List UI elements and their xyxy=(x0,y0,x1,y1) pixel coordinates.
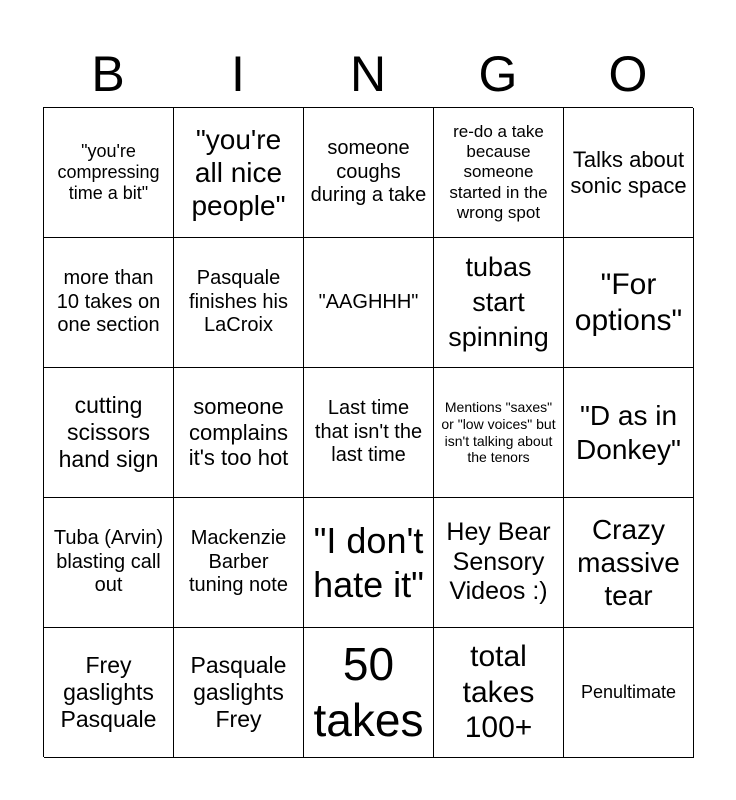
bingo-cell[interactable]: "you're all nice people" xyxy=(174,108,304,238)
bingo-cell[interactable]: Pasquale finishes his LaCroix xyxy=(174,238,304,368)
bingo-cell[interactable]: more than 10 takes on one section xyxy=(44,238,174,368)
bingo-cell[interactable]: Crazy massive tear xyxy=(564,498,694,628)
bingo-cell[interactable]: Pasquale gaslights Frey xyxy=(174,628,304,758)
bingo-cell[interactable]: Frey gaslights Pasquale xyxy=(44,628,174,758)
bingo-cell[interactable]: "For options" xyxy=(564,238,694,368)
title-letter-o: O xyxy=(608,46,648,102)
bingo-cell[interactable]: Penultimate xyxy=(564,628,694,758)
bingo-cell[interactable]: someone coughs during a take xyxy=(304,108,434,238)
bingo-cell[interactable]: cutting scissors hand sign xyxy=(44,368,174,498)
bingo-board xyxy=(43,107,693,757)
bingo-cell[interactable]: someone complains it's too hot xyxy=(174,368,304,498)
bingo-cell[interactable]: 50 takes xyxy=(304,628,434,758)
bingo-cell[interactable]: "D as in Donkey" xyxy=(564,368,694,498)
title-letter-g: G xyxy=(478,46,518,102)
bingo-cell[interactable]: Mentions "saxes" or "low voices" but isn't talking about the tenors xyxy=(434,368,564,498)
bingo-cell[interactable]: Tuba (Arvin) blasting call out xyxy=(44,498,174,628)
bingo-cell[interactable]: Talks about sonic space xyxy=(564,108,694,238)
title-letter-i: I xyxy=(231,46,245,102)
title-letter-n: N xyxy=(349,46,387,102)
bingo-cell[interactable]: "AAGHHH" xyxy=(304,238,434,368)
bingo-cell[interactable]: "I don't hate it" xyxy=(304,498,434,628)
bingo-cell[interactable]: tubas start spinning xyxy=(434,238,564,368)
bingo-cell[interactable]: re-do a take because someone started in the wrong spot xyxy=(434,108,564,238)
bingo-cell[interactable]: Hey Bear Sensory Videos :) xyxy=(434,498,564,628)
bingo-title xyxy=(43,40,693,108)
title-letter-b: B xyxy=(91,46,125,102)
bingo-cell[interactable]: "you're compressing time a bit" xyxy=(44,108,174,238)
bingo-cell[interactable]: Mackenzie Barber tuning note xyxy=(174,498,304,628)
bingo-cell[interactable]: total takes 100+ xyxy=(434,628,564,758)
bingo-cell[interactable]: Last time that isn't the last time xyxy=(304,368,434,498)
